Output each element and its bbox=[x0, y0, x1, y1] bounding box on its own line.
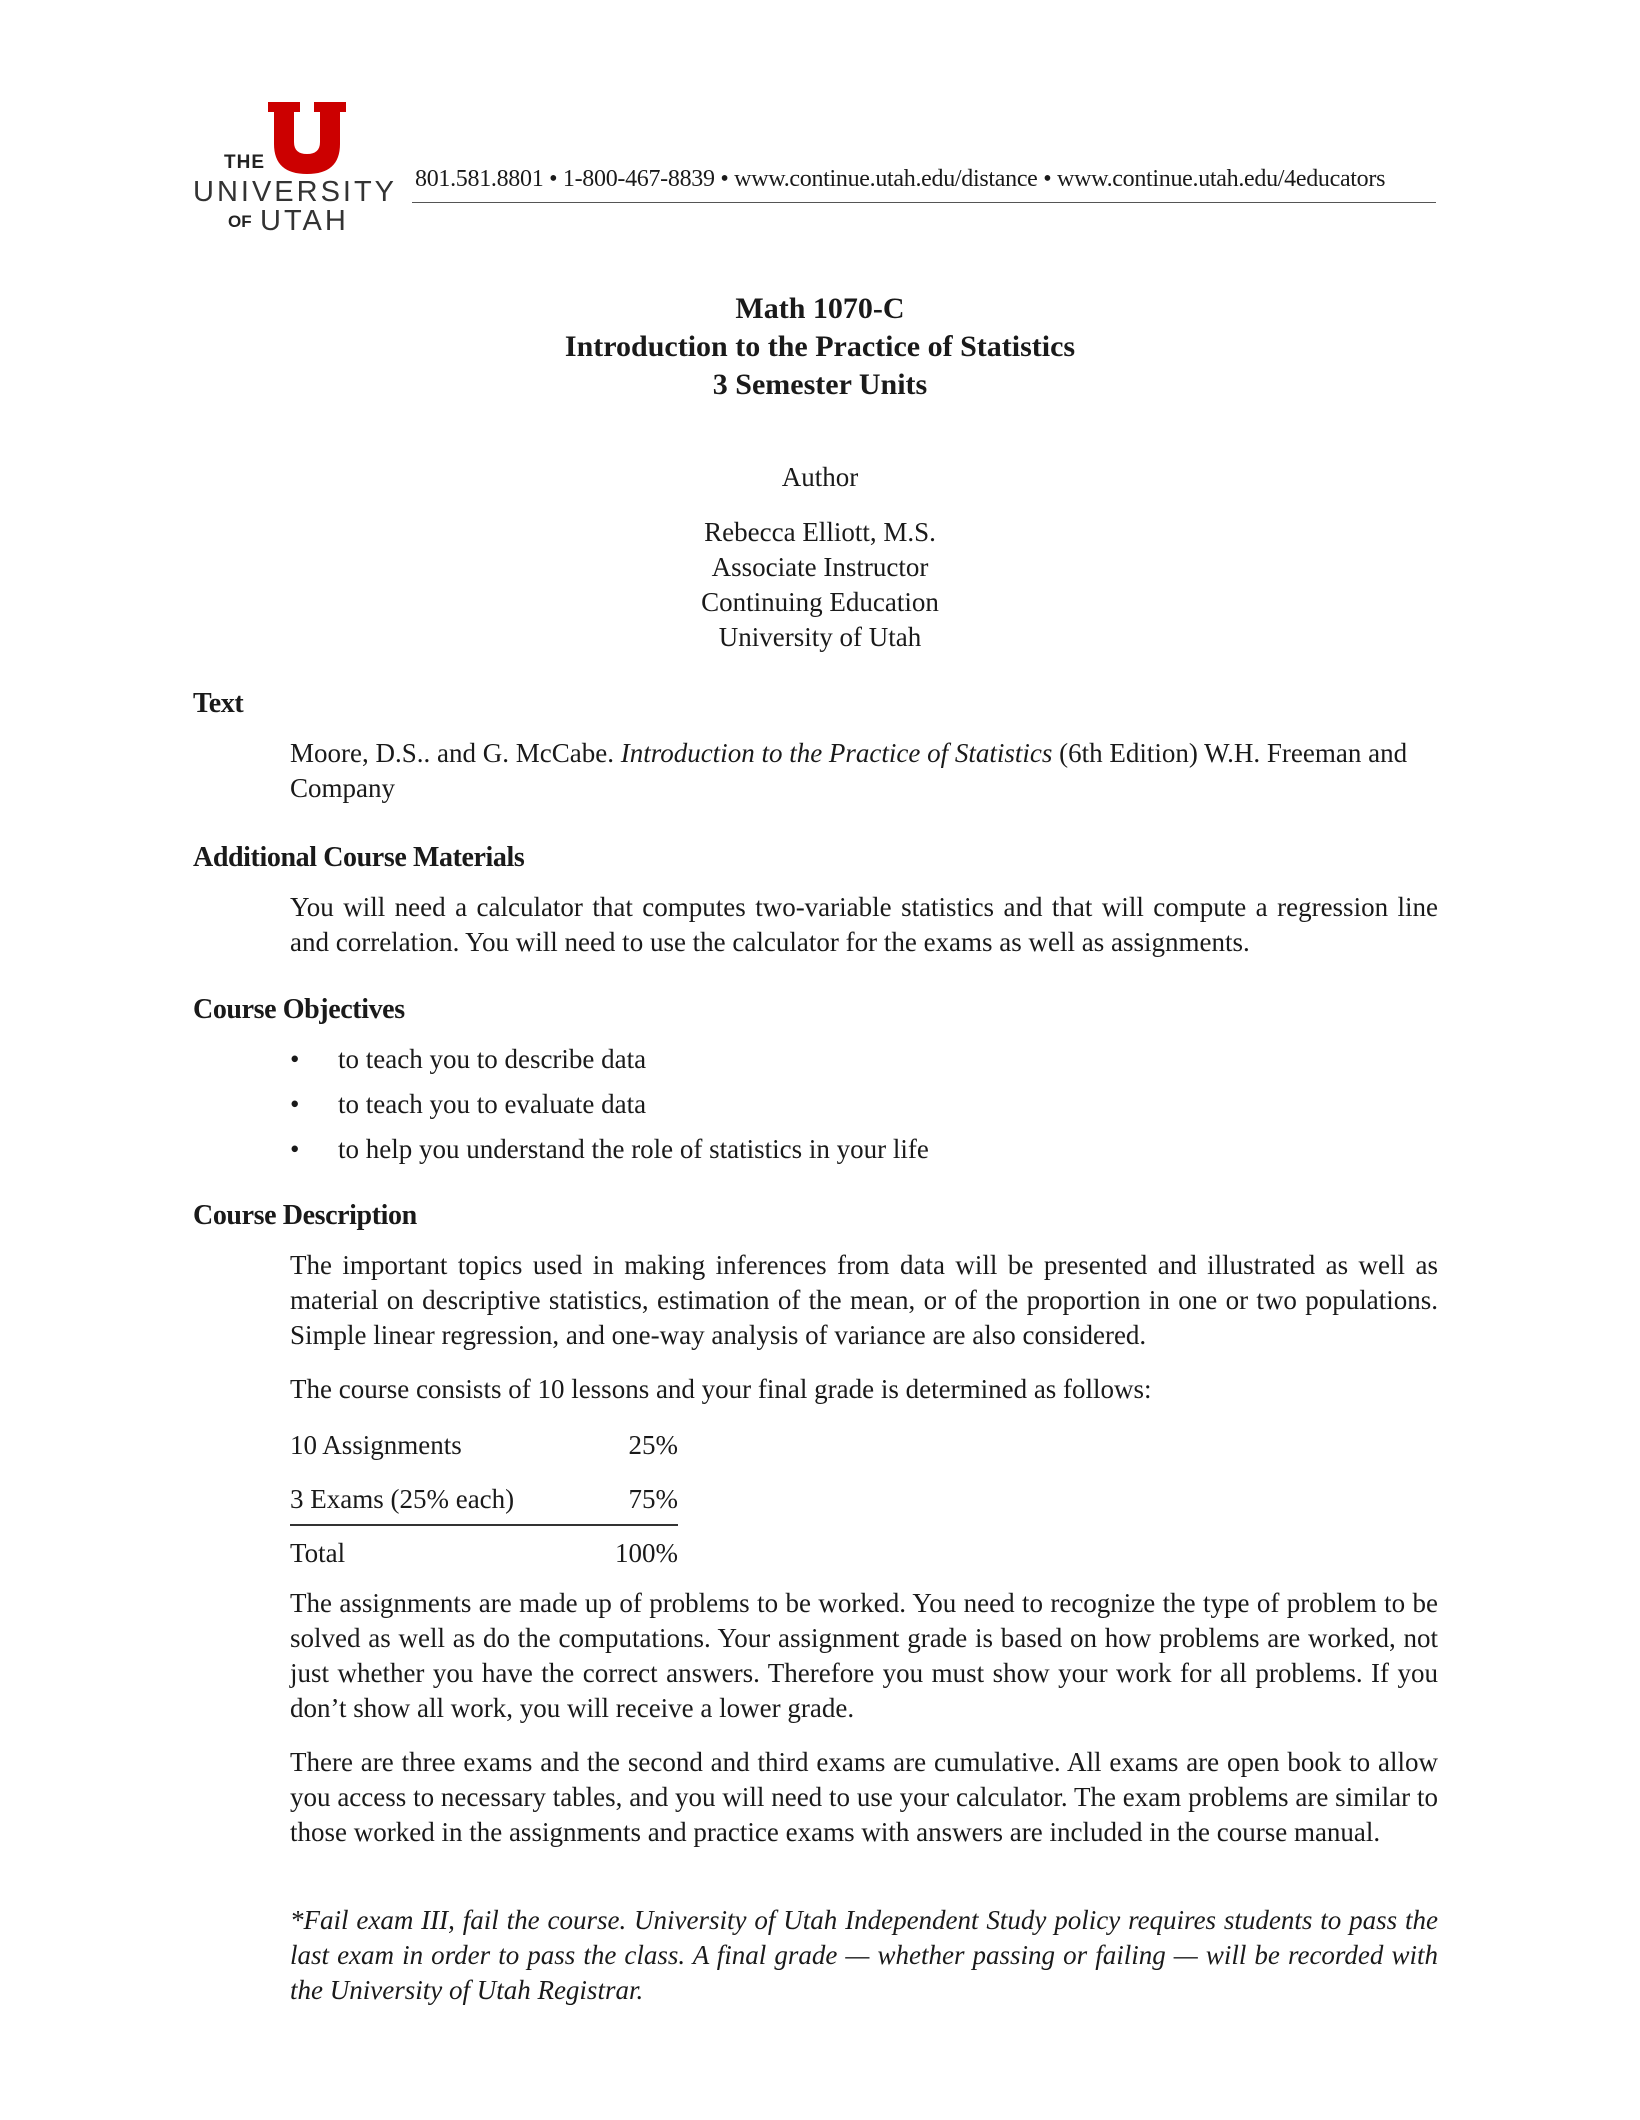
table-row bbox=[290, 1428, 678, 1482]
author-department: Continuing Education bbox=[701, 587, 939, 617]
university-of-utah-logo bbox=[190, 100, 398, 240]
course-title-block bbox=[0, 290, 1640, 404]
logo-utah-text: UTAH bbox=[260, 205, 349, 237]
list-item bbox=[290, 1042, 929, 1087]
exams-paragraph: There are three exams and the second and third exams are cumulative. All exams are open book to allow you access to necessary tables, and you will need to use your calculator. The exam problems are similar to those worked in the assignments and practice exams with answers are included in the course manual. bbox=[290, 1747, 1438, 1847]
objectives-heading: Course Objectives bbox=[193, 994, 405, 1025]
list-item bbox=[290, 1087, 929, 1132]
assignments-paragraph: The assignments are made up of problems to be worked. You need to recognize the type of problem to be solved as well as do the computations. Your assignment grade is based on how problems are worked, not just whether you have the correct answers. Therefore you must show your work for all problems. If you don’t show all work, you will receive a lower grade. bbox=[290, 1588, 1438, 1723]
author-name: Rebecca Elliott, M.S. bbox=[704, 517, 936, 547]
grade-value: 100% bbox=[615, 1538, 678, 1568]
text-citation bbox=[290, 736, 1438, 806]
citation-title: Introduction to the Practice of Statistics bbox=[620, 738, 1053, 768]
logo-university-text: UNIVERSITY bbox=[193, 176, 398, 208]
author-institution: University of Utah bbox=[718, 622, 922, 652]
list-item bbox=[290, 1132, 929, 1177]
materials-heading: Additional Course Materials bbox=[193, 842, 525, 873]
course-number: Math 1070-C bbox=[735, 292, 905, 325]
description-heading: Course Description bbox=[193, 1200, 417, 1231]
objective-text: to teach you to describe data bbox=[338, 1044, 647, 1074]
author-position: Associate Instructor bbox=[711, 552, 929, 582]
grade-label: 10 Assignments bbox=[290, 1430, 462, 1460]
text-heading: Text bbox=[193, 688, 244, 719]
policy-note: *Fail exam III, fail the course. University of Utah Independent Study policy requires students to pass the last exam in order to pass the class. A final grade — whether passing or failing — will be recorded with the University of Utah Registrar. bbox=[290, 1905, 1438, 2005]
description-paragraph: The important topics used in making inferences from data will be presented and illustrated as well as material on descriptive statistics, estimation of the mean, or of the proportion in one or two populations. Simple linear regression, and one-way analysis of variance are also considered. bbox=[290, 1250, 1438, 1350]
header-divider bbox=[412, 202, 1436, 203]
materials-body: You will need a calculator that computes two-variable statistics and that will compute a regression line and correlation. You will need to use the calculator for the exams as well as assignments. bbox=[290, 892, 1438, 957]
grade-label: Total bbox=[290, 1538, 346, 1568]
grade-value: 25% bbox=[628, 1430, 678, 1460]
table-row bbox=[290, 1482, 678, 1536]
logo-the-text: THE bbox=[224, 152, 265, 173]
objectives-list bbox=[290, 1042, 929, 1177]
contact-line: 801.581.8801 • 1-800-467-8839 • www.continue.utah.edu/distance • www.continue.utah.edu/4educators bbox=[415, 166, 1386, 192]
total-divider bbox=[290, 1524, 678, 1526]
citation-publisher: (6th Edition) W.H. Freeman and Company bbox=[290, 738, 1408, 803]
logo-of-text: OF bbox=[228, 212, 252, 231]
course-units: 3 Semester Units bbox=[712, 368, 928, 401]
bullet-icon: • bbox=[290, 1134, 300, 1164]
grade-value: 75% bbox=[628, 1484, 678, 1514]
citation-authors: Moore, D.S.. and G. McCabe. bbox=[290, 738, 621, 768]
block-u-icon bbox=[268, 102, 346, 174]
course-name: Introduction to the Practice of Statistics bbox=[564, 330, 1076, 363]
objective-text: to teach you to evaluate data bbox=[338, 1089, 647, 1119]
grade-table bbox=[290, 1428, 678, 1590]
grade-label: 3 Exams (25% each) bbox=[290, 1484, 515, 1514]
table-row bbox=[290, 1536, 678, 1590]
bullet-icon: • bbox=[290, 1089, 300, 1119]
bullet-icon: • bbox=[290, 1044, 300, 1074]
author-info bbox=[0, 515, 1640, 655]
grade-intro: The course consists of 10 lessons and your final grade is determined as follows: bbox=[290, 1374, 1152, 1404]
objective-text: to help you understand the role of statistics in your life bbox=[338, 1134, 929, 1164]
author-label: Author bbox=[781, 462, 859, 492]
